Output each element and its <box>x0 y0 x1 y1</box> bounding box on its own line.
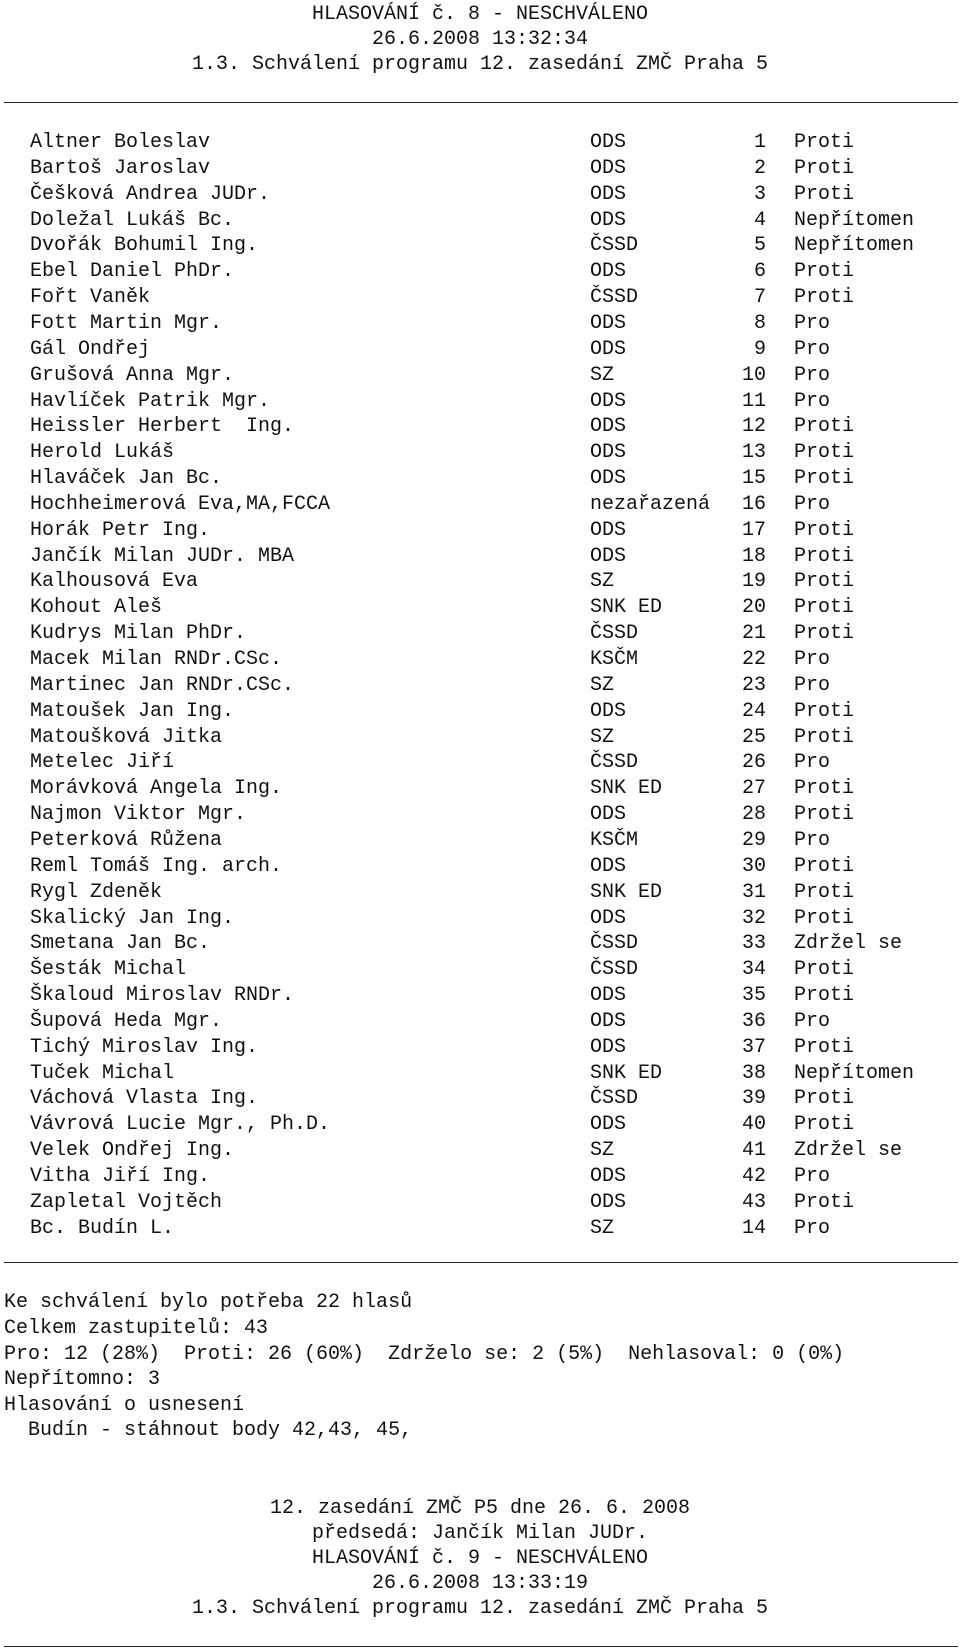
member-name: Matoušková Jitka <box>30 725 223 749</box>
member-number: 6 <box>753 260 766 284</box>
member-party: nezařazená <box>590 492 711 516</box>
member-name: Kalhousová Eva <box>30 570 199 594</box>
member-party: ODS <box>590 1190 627 1214</box>
member-party: KSČM <box>590 648 639 671</box>
member-number: 31 <box>741 880 766 904</box>
member-number: 36 <box>741 1009 766 1033</box>
member-number: 26 <box>741 751 766 775</box>
member-row <box>0 828 960 854</box>
member-vote: Nepřítomen <box>794 234 915 258</box>
member-row <box>0 802 960 828</box>
member-row <box>0 440 960 466</box>
member-party: SZ <box>590 570 615 594</box>
member-number: 30 <box>741 854 766 878</box>
member-number: 5 <box>753 234 766 258</box>
member-party: SZ <box>590 673 615 697</box>
member-row <box>0 1061 960 1087</box>
member-row <box>0 854 960 880</box>
member-number: 2 <box>753 156 766 180</box>
member-vote: Pro <box>794 751 831 775</box>
session-info: 12. zasedání ZMČ P5 dne 26. 6. 2008 <box>269 1497 691 1520</box>
member-number: 8 <box>753 311 766 335</box>
member-vote: Proti <box>794 725 855 749</box>
member-number: 28 <box>741 803 766 827</box>
next-vote-title: HLASOVÁNÍ č. 9 - NESCHVÁLENO <box>311 1547 649 1570</box>
member-row <box>0 182 960 208</box>
member-name: Škaloud Miroslav RNDr. <box>30 984 295 1008</box>
member-row <box>0 130 960 156</box>
member-name: Rygl Zdeněk <box>30 880 163 904</box>
member-vote: Proti <box>794 622 855 646</box>
member-row <box>0 492 960 518</box>
member-party: ODS <box>590 1035 627 1059</box>
member-row <box>0 1112 960 1138</box>
member-row <box>0 673 960 699</box>
member-row <box>0 1190 960 1216</box>
member-name: Horák Petr Ing. <box>30 518 211 542</box>
member-row <box>0 363 960 389</box>
resolution-text: Budín - stáhnout body 42,43, 45, <box>4 1419 413 1442</box>
member-party: ODS <box>590 208 627 232</box>
member-name: Jančík Milan JUDr. MBA <box>30 544 295 568</box>
member-party: ODS <box>590 389 627 413</box>
member-party: ODS <box>590 467 627 491</box>
member-row <box>0 750 960 776</box>
member-party: ODS <box>590 1009 627 1033</box>
member-name: Zapletal Vojtěch <box>30 1190 223 1214</box>
member-row <box>0 259 960 285</box>
member-name: Metelec Jiří <box>30 751 175 775</box>
member-party: ODS <box>590 156 627 180</box>
member-party: SNK ED <box>590 596 663 620</box>
member-name: Bc. Budín L. <box>30 1216 175 1240</box>
member-vote: Proti <box>794 467 855 491</box>
member-vote: Proti <box>794 156 855 180</box>
member-vote: Pro <box>794 1009 831 1033</box>
member-party: ODS <box>590 854 627 878</box>
member-number: 11 <box>741 389 766 413</box>
member-number: 21 <box>741 622 766 646</box>
member-vote: Proti <box>794 286 855 310</box>
member-party: ODS <box>590 1165 627 1188</box>
member-party: ODS <box>590 182 627 206</box>
member-party: ODS <box>590 803 627 827</box>
member-vote: Zdržel se <box>794 1139 903 1163</box>
member-vote: Proti <box>794 854 855 878</box>
member-party: SNK ED <box>590 1061 663 1085</box>
member-vote: Pro <box>794 337 831 361</box>
member-party: ODS <box>590 906 627 930</box>
member-vote: Pro <box>794 1165 831 1188</box>
member-row <box>0 389 960 415</box>
member-number: 18 <box>741 544 766 568</box>
vote-counts: Pro: 12 (28%) Proti: 26 (60%) Zdrželo se: 2 (5%) Nehlasoval: 0 (0%) <box>4 1343 845 1366</box>
member-row <box>0 285 960 311</box>
member-party: SNK ED <box>590 880 663 904</box>
member-name: Gál Ondřej <box>30 337 151 361</box>
member-vote: Proti <box>794 1035 855 1059</box>
member-number: 15 <box>741 467 766 491</box>
member-number: 14 <box>741 1216 766 1240</box>
member-party: ODS <box>590 415 627 439</box>
member-number: 40 <box>741 1113 766 1137</box>
member-name: Ebel Daniel PhDr. <box>30 260 235 284</box>
member-vote: Proti <box>794 131 855 154</box>
member-vote: Proti <box>794 182 855 206</box>
member-number: 19 <box>741 570 766 594</box>
member-name: Hlaváček Jan Bc. <box>30 467 223 491</box>
vote-datetime: 26.6.2008 13:32:34 <box>371 28 589 51</box>
vote-title: HLASOVÁNÍ č. 8 - NESCHVÁLENO <box>311 3 649 26</box>
member-party: ODS <box>590 984 627 1008</box>
member-party: ODS <box>590 260 627 284</box>
member-row <box>0 518 960 544</box>
member-row <box>0 569 960 595</box>
member-number: 33 <box>741 932 766 956</box>
member-name: Havlíček Patrik Mgr. <box>30 389 271 413</box>
member-name: Skalický Jan Ing. <box>30 906 235 930</box>
member-vote: Proti <box>794 880 855 904</box>
member-number: 16 <box>741 492 766 516</box>
member-vote: Pro <box>794 389 831 413</box>
member-name: Altner Boleslav <box>30 131 211 154</box>
member-party: SNK ED <box>590 777 663 801</box>
member-row <box>0 931 960 957</box>
member-name: Fott Martin Mgr. <box>30 311 223 335</box>
resolution-heading: Hlasování o usnesení <box>4 1394 245 1417</box>
member-party: ODS <box>590 699 627 723</box>
member-name: Najmon Viktor Mgr. <box>30 803 247 827</box>
member-vote: Proti <box>794 777 855 801</box>
member-name: Reml Tomáš Ing. arch. <box>30 854 283 878</box>
member-row <box>0 1086 960 1112</box>
member-vote: Pro <box>794 673 831 697</box>
member-name: Peterková Růžena <box>30 828 223 852</box>
member-number: 3 <box>753 182 766 206</box>
member-number: 23 <box>741 673 766 697</box>
member-number: 29 <box>741 828 766 852</box>
chair-info: předsedá: Jančík Milan JUDr. <box>311 1522 649 1545</box>
member-row <box>0 1216 960 1242</box>
member-number: 7 <box>753 286 766 310</box>
member-name: Šupová Heda Mgr. <box>30 1009 223 1033</box>
member-name: Bartoš Jaroslav <box>30 156 211 180</box>
member-row <box>0 776 960 802</box>
member-vote: Proti <box>794 518 855 542</box>
member-number: 32 <box>741 906 766 930</box>
member-party: SZ <box>590 725 615 749</box>
member-row <box>0 647 960 673</box>
member-party: ČSSD <box>590 751 639 775</box>
member-row <box>0 621 960 647</box>
member-party: ODS <box>590 131 627 154</box>
member-row <box>0 1035 960 1061</box>
member-party: ODS <box>590 311 627 335</box>
member-name: Tichý Miroslav Ing. <box>30 1035 259 1059</box>
member-name: Martinec Jan RNDr.CSc. <box>30 673 295 697</box>
member-party: ČSSD <box>590 622 639 646</box>
member-row <box>0 725 960 751</box>
member-row <box>0 699 960 725</box>
member-number: 25 <box>741 725 766 749</box>
member-name: Macek Milan RNDr.CSc. <box>30 648 283 671</box>
member-name: Heissler Herbert Ing. <box>30 415 295 439</box>
footer-divider <box>4 1646 958 1647</box>
member-row <box>0 880 960 906</box>
member-party: ODS <box>590 337 627 361</box>
member-name: Šesták Michal <box>30 958 187 982</box>
member-name: Morávková Angela Ing. <box>30 777 283 801</box>
member-number: 20 <box>741 596 766 620</box>
member-vote: Pro <box>794 648 831 671</box>
member-party: SZ <box>590 1216 615 1240</box>
member-vote: Proti <box>794 544 855 568</box>
member-party: SZ <box>590 1139 615 1163</box>
member-name: Kudrys Milan PhDr. <box>30 622 247 646</box>
member-row <box>0 1009 960 1035</box>
member-name: Češková Andrea JUDr. <box>30 182 271 206</box>
member-party: ČSSD <box>590 1087 639 1111</box>
member-vote: Zdržel se <box>794 932 903 956</box>
member-vote: Proti <box>794 596 855 620</box>
member-row <box>0 983 960 1009</box>
member-vote: Proti <box>794 906 855 930</box>
member-vote: Nepřítomen <box>794 208 915 232</box>
total-members: Celkem zastupitelů: 43 <box>4 1317 269 1340</box>
member-name: Vávrová Lucie Mgr., Ph.D. <box>30 1113 331 1137</box>
member-party: ODS <box>590 544 627 568</box>
member-row <box>0 544 960 570</box>
member-row <box>0 906 960 932</box>
member-party: ČSSD <box>590 932 639 956</box>
member-vote: Proti <box>794 570 855 594</box>
member-number: 1 <box>753 131 766 154</box>
member-party: ODS <box>590 1113 627 1137</box>
member-number: 22 <box>741 648 766 671</box>
member-row <box>0 156 960 182</box>
member-vote: Proti <box>794 803 855 827</box>
member-row <box>0 208 960 234</box>
member-number: 39 <box>741 1087 766 1111</box>
bottom-divider <box>4 1262 958 1263</box>
member-name: Dvořák Bohumil Ing. <box>30 234 259 258</box>
member-vote: Proti <box>794 958 855 982</box>
member-name: Váchová Vlasta Ing. <box>30 1087 259 1111</box>
member-party: ČSSD <box>590 958 639 982</box>
member-number: 27 <box>741 777 766 801</box>
member-number: 9 <box>753 337 766 361</box>
member-party: ODS <box>590 441 627 465</box>
next-vote-subject: 1.3. Schválení programu 12. zasedání ZMČ Praha 5 <box>191 1597 769 1620</box>
member-name: Herold Lukáš <box>30 441 175 465</box>
vote-subject: 1.3. Schválení programu 12. zasedání ZMČ Praha 5 <box>191 53 769 76</box>
member-number: 41 <box>741 1139 766 1163</box>
next-vote-datetime: 26.6.2008 13:33:19 <box>371 1572 589 1595</box>
member-party: KSČM <box>590 828 639 852</box>
absent-count: Nepřítomno: 3 <box>4 1368 161 1391</box>
member-party: ČSSD <box>590 234 639 258</box>
member-number: 34 <box>741 958 766 982</box>
member-number: 13 <box>741 441 766 465</box>
member-vote: Proti <box>794 1190 855 1214</box>
required-votes: Ke schválení bylo potřeba 22 hlasů <box>4 1291 413 1314</box>
member-number: 37 <box>741 1035 766 1059</box>
member-row <box>0 466 960 492</box>
member-vote: Pro <box>794 492 831 516</box>
member-number: 42 <box>741 1165 766 1188</box>
member-row <box>0 337 960 363</box>
member-row <box>0 957 960 983</box>
member-row <box>0 595 960 621</box>
member-vote: Nepřítomen <box>794 1061 915 1085</box>
member-party: SZ <box>590 363 615 387</box>
member-vote: Proti <box>794 1087 855 1111</box>
member-party: ČSSD <box>590 286 639 310</box>
member-party: ODS <box>590 518 627 542</box>
member-vote: Pro <box>794 828 831 852</box>
member-number: 10 <box>741 363 766 387</box>
member-name: Smetana Jan Bc. <box>30 932 211 956</box>
member-number: 12 <box>741 415 766 439</box>
top-divider <box>4 102 958 103</box>
member-vote: Pro <box>794 363 831 387</box>
member-row <box>0 233 960 259</box>
member-row <box>0 1138 960 1164</box>
member-name: Kohout Aleš <box>30 596 163 620</box>
member-vote: Proti <box>794 984 855 1008</box>
member-vote: Proti <box>794 415 855 439</box>
member-vote: Proti <box>794 260 855 284</box>
member-name: Tuček Michal <box>30 1061 175 1085</box>
member-vote: Proti <box>794 1113 855 1137</box>
member-number: 17 <box>741 518 766 542</box>
member-name: Hochheimerová Eva,MA,FCCA <box>30 492 331 516</box>
member-name: Doležal Lukáš Bc. <box>30 208 235 232</box>
member-row <box>0 311 960 337</box>
member-row <box>0 1164 960 1190</box>
member-vote: Proti <box>794 699 855 723</box>
member-vote: Pro <box>794 1216 831 1240</box>
member-name: Fořt Vaněk <box>30 286 151 310</box>
member-vote: Proti <box>794 441 855 465</box>
member-number: 43 <box>741 1190 766 1214</box>
member-name: Vitha Jiří Ing. <box>30 1165 211 1188</box>
member-number: 24 <box>741 699 766 723</box>
member-name: Velek Ondřej Ing. <box>30 1139 235 1163</box>
member-number: 35 <box>741 984 766 1008</box>
member-number: 4 <box>753 208 766 232</box>
member-number: 38 <box>741 1061 766 1085</box>
member-row <box>0 414 960 440</box>
member-name: Grušová Anna Mgr. <box>30 363 235 387</box>
member-name: Matoušek Jan Ing. <box>30 699 235 723</box>
member-vote: Pro <box>794 311 831 335</box>
